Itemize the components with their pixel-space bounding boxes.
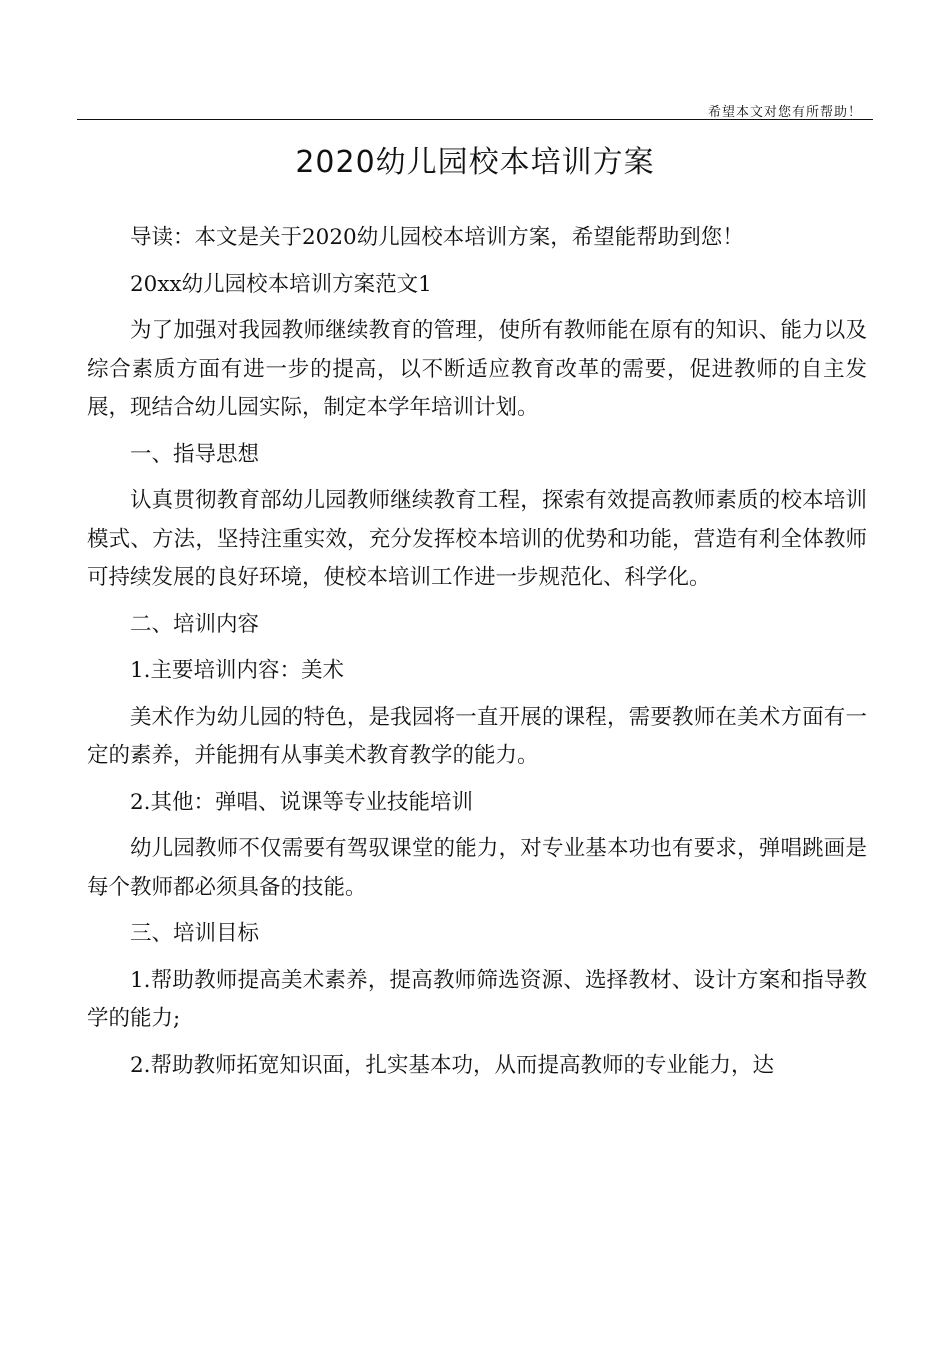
header-divider [77, 119, 873, 120]
section-heading: 一、指导思想 [130, 441, 260, 467]
subsection-heading: 1.主要培训内容：美术 [130, 658, 345, 683]
document-body [87, 219, 867, 1093]
body-paragraph: 美术作为幼儿园的特色，是我园将一直开展的课程，需要教师在美术方面有一定的素养，并能拥有从事美术教育教学的能力。 [87, 704, 867, 768]
document-title: 2020幼儿园校本培训方案 [295, 145, 655, 180]
header-note: 希望本文对您有所帮助！ [707, 105, 862, 120]
list-item: 2.帮助教师拓宽知识面，扎实基本功，从而提高教师的专业能力，达 [130, 1052, 775, 1078]
section-heading: 三、培训目标 [130, 921, 260, 946]
intro-paragraph: 导读：本文是关于2020幼儿园校本培训方案，希望能帮助到您！ [130, 225, 744, 250]
body-paragraph: 认真贯彻教育部幼儿园教师继续教育工程，探索有效提高教师素质的校本培训模式、方法，坚持注重实效，充分发挥校本培训的优势和功能，营造有利全体教师可持续发展的良好环境，使校本培训工作进一步规范化、科学化。 [87, 488, 867, 590]
list-item: 1.帮助教师提高美术素养，提高教师筛选资源、选择教材、设计方案和指导教学的能力; [87, 967, 867, 1031]
body-paragraph: 幼儿园教师不仅需要有驾驭课堂的能力，对专业基本功也有要求，弹唱跳画是每个教师都必须具备的技能。 [87, 836, 867, 900]
sample-heading: 20xx幼儿园校本培训方案范文1 [130, 271, 432, 297]
section-heading: 二、培训内容 [130, 611, 260, 637]
body-paragraph: 为了加强对我园教师继续教育的管理，使所有教师能在原有的知识、能力以及综合素质方面有进一步的提高，以不断适应教育改革的需要，促进教师的自主发展，现结合幼儿园实际，制定本学年培训计划。 [87, 318, 867, 420]
subsection-heading: 2.其他：弹唱、说课等专业技能培训 [130, 789, 474, 815]
